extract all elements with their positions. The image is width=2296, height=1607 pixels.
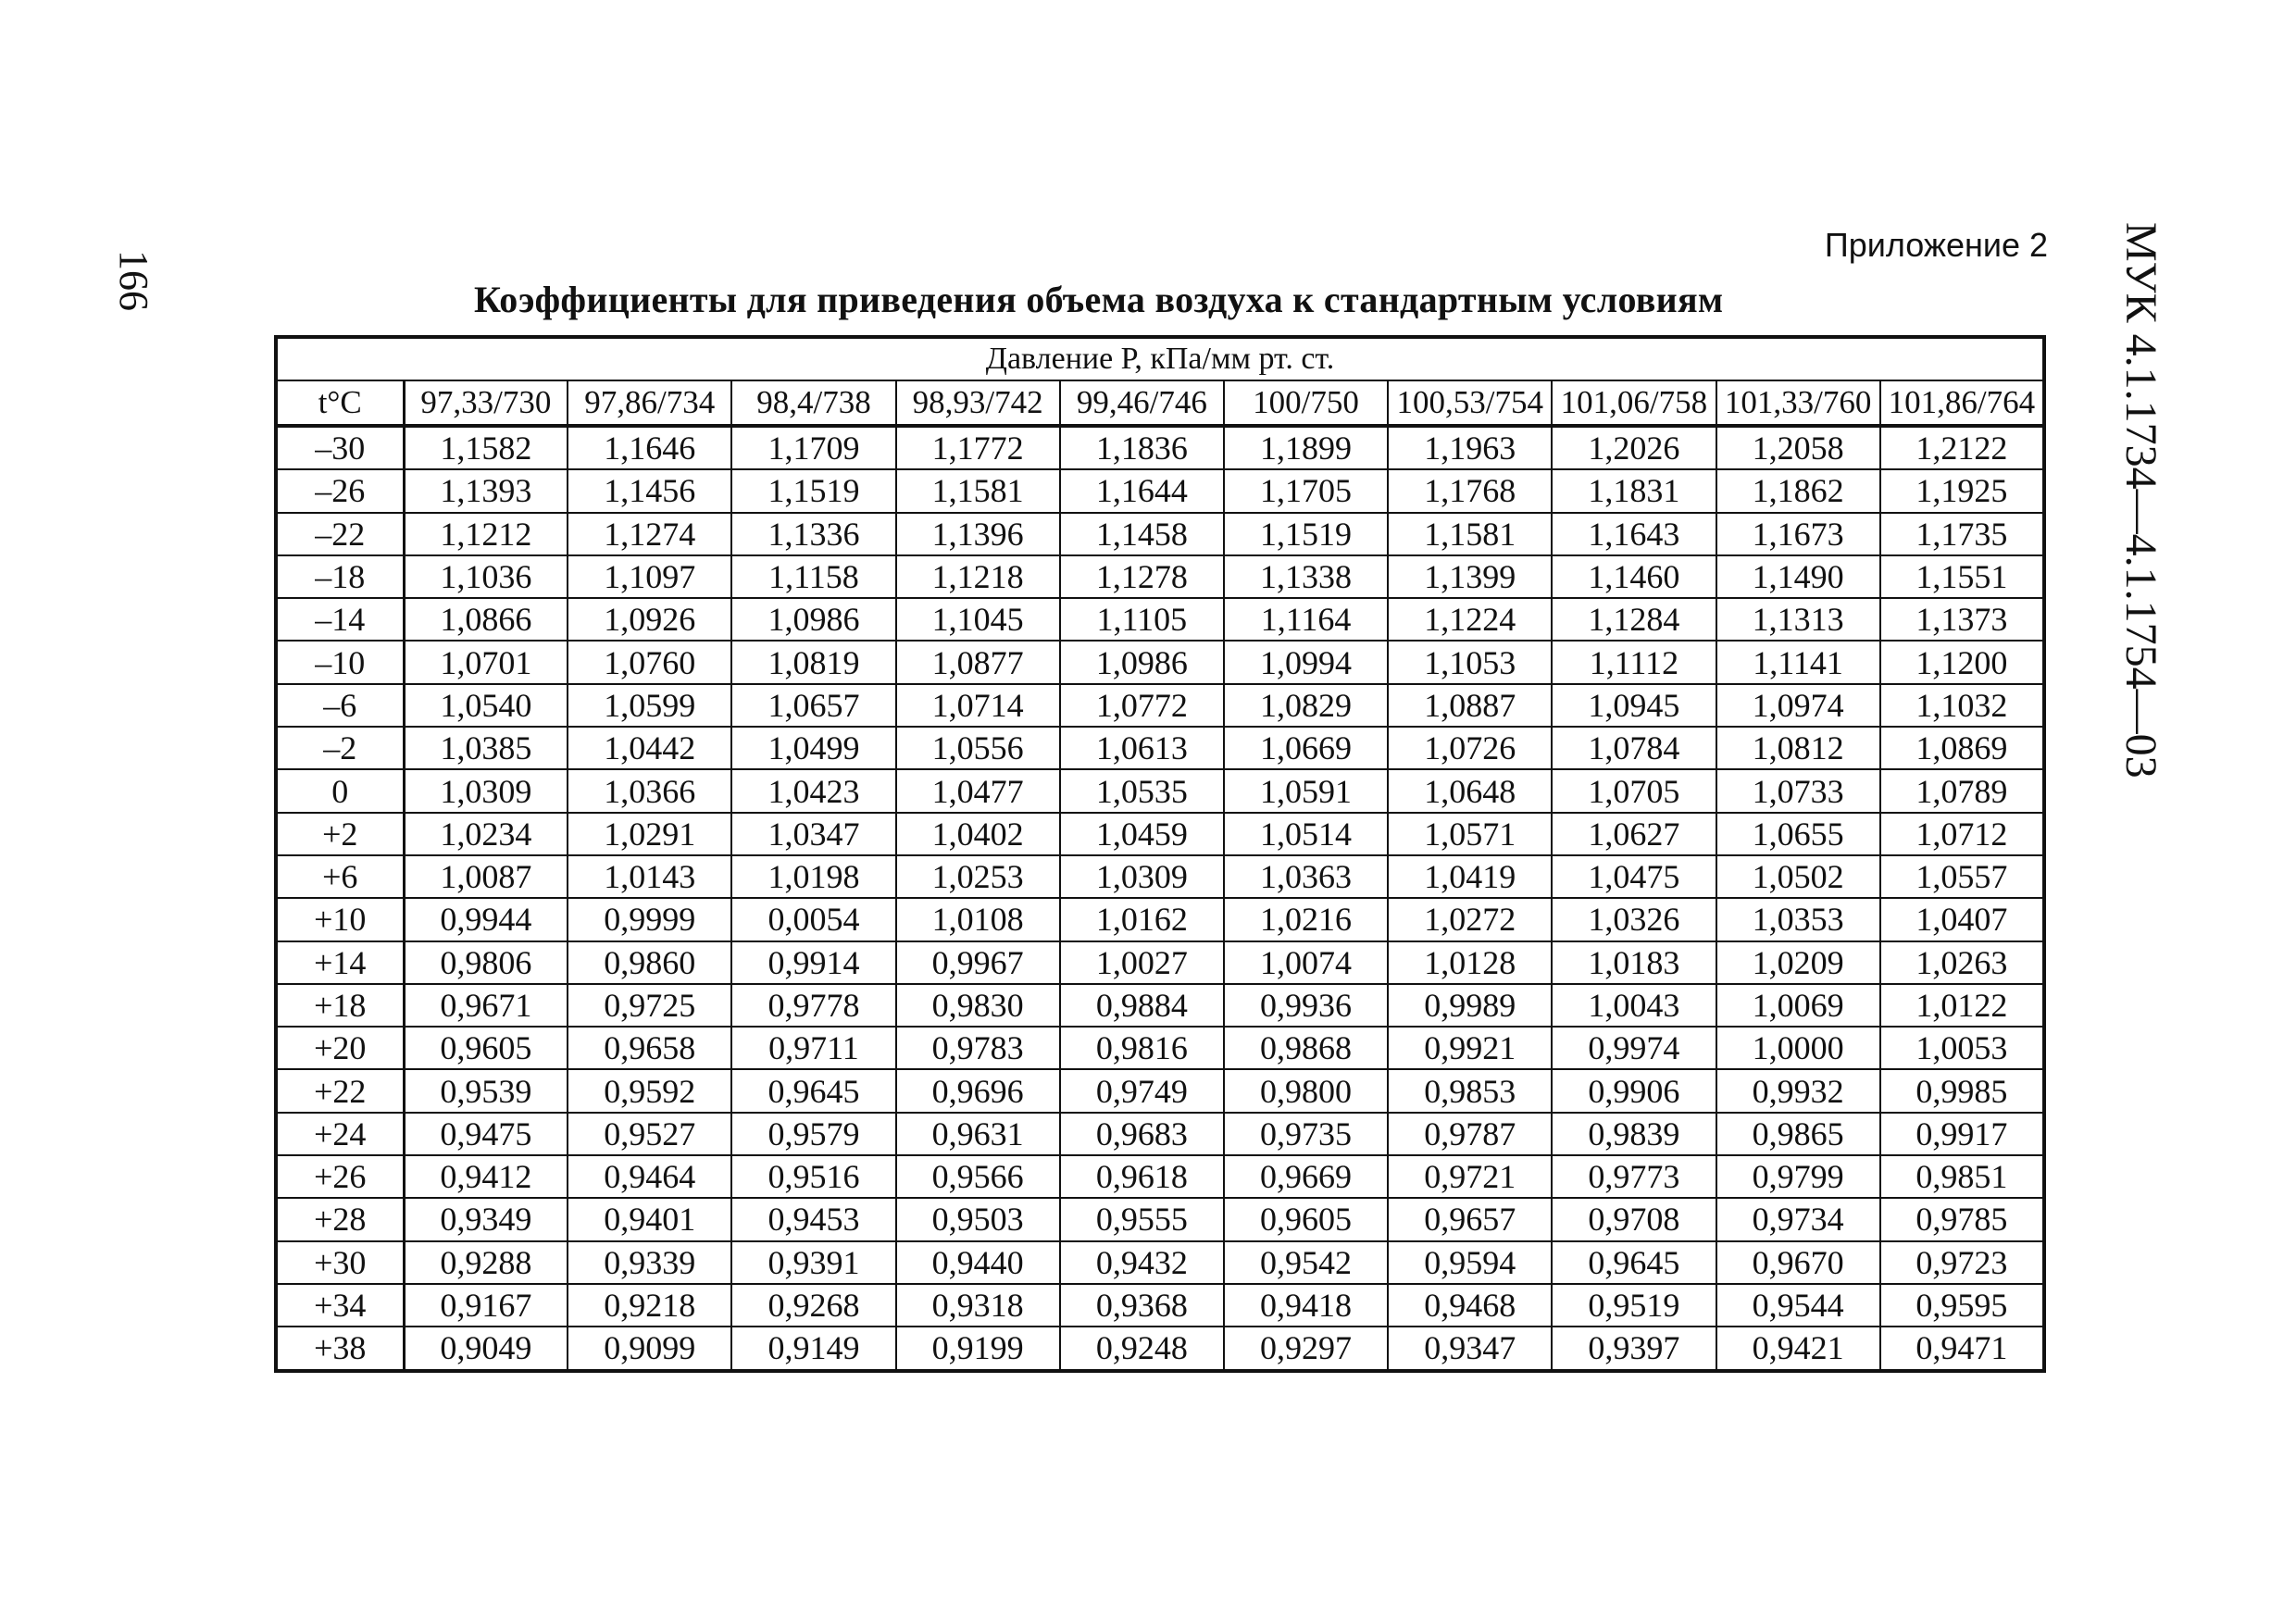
coefficient-cell: 0,9421 — [1716, 1327, 1880, 1370]
coefficient-cell: 1,1709 — [731, 426, 895, 469]
table-row — [276, 1284, 2044, 1327]
temperature-cell: +2 — [276, 813, 404, 855]
coefficient-cell: 1,0442 — [568, 727, 731, 769]
coefficient-cell: 0,9542 — [1224, 1241, 1388, 1284]
temperature-cell: +22 — [276, 1069, 404, 1112]
coefficient-cell: 1,1458 — [1060, 513, 1224, 555]
coefficient-cell: 1,0128 — [1388, 941, 1552, 984]
coefficient-cell: 0,9218 — [568, 1284, 731, 1327]
coefficient-cell: 0,9696 — [896, 1069, 1060, 1112]
coefficient-cell: 1,0475 — [1552, 855, 1716, 898]
coefficient-cell: 0,9566 — [896, 1155, 1060, 1198]
coefficient-cell: 1,1646 — [568, 426, 731, 469]
coefficient-cell: 0,9519 — [1552, 1284, 1716, 1327]
pressure-caption-row — [276, 337, 2044, 380]
coefficient-cell: 1,0866 — [404, 598, 568, 641]
coefficient-cell: 0,9645 — [731, 1069, 895, 1112]
coefficient-cell: 1,1373 — [1880, 598, 2044, 641]
coefficient-cell: 0,9734 — [1716, 1198, 1880, 1240]
temperature-cell: +34 — [276, 1284, 404, 1327]
coefficient-cell: 1,1582 — [404, 426, 568, 469]
table-row — [276, 984, 2044, 1027]
coefficient-cell: 1,1925 — [1880, 469, 2044, 512]
temperature-cell: +18 — [276, 984, 404, 1027]
coefficient-cell: 0,9906 — [1552, 1069, 1716, 1112]
coefficient-cell: 1,0502 — [1716, 855, 1880, 898]
coefficient-cell: 0,9999 — [568, 898, 731, 941]
table-row — [276, 641, 2044, 683]
coefficient-cell: 1,0627 — [1552, 813, 1716, 855]
coefficient-cell: 1,2122 — [1880, 426, 2044, 469]
coefficient-cell: 0,9658 — [568, 1027, 731, 1069]
coefficient-cell: 0,9618 — [1060, 1155, 1224, 1198]
coefficient-cell: 1,0789 — [1880, 769, 2044, 812]
coefficient-cell: 1,1045 — [896, 598, 1060, 641]
coefficient-cell: 0,9339 — [568, 1241, 731, 1284]
coefficient-cell: 1,1519 — [1224, 513, 1388, 555]
coefficient-cell: 1,0994 — [1224, 641, 1388, 683]
temperature-cell: –26 — [276, 469, 404, 512]
coefficient-cell: 1,1141 — [1716, 641, 1880, 683]
coefficient-cell: 0,9657 — [1388, 1198, 1552, 1240]
temperature-cell: –14 — [276, 598, 404, 641]
coefficient-cell: 1,1313 — [1716, 598, 1880, 641]
temperature-cell: –10 — [276, 641, 404, 683]
coefficient-cell: 0,9860 — [568, 941, 731, 984]
coefficient-cell: 1,1336 — [731, 513, 895, 555]
coefficient-cell: 1,0477 — [896, 769, 1060, 812]
coefficient-cell: 0,9468 — [1388, 1284, 1552, 1327]
pressure-column-header: 101,86/764 — [1880, 380, 2044, 426]
temperature-cell: 0 — [276, 769, 404, 812]
coefficient-cell: 0,9412 — [404, 1155, 568, 1198]
coefficient-cell: 1,0053 — [1880, 1027, 2044, 1069]
coefficient-cell: 0,9401 — [568, 1198, 731, 1240]
coefficient-cell: 0,9671 — [404, 984, 568, 1027]
temperature-cell: +26 — [276, 1155, 404, 1198]
coefficient-cell: 0,9167 — [404, 1284, 568, 1327]
coefficient-cell: 1,0366 — [568, 769, 731, 812]
coefficient-cell: 1,1963 — [1388, 426, 1552, 469]
coefficient-cell: 1,0198 — [731, 855, 895, 898]
coefficient-cell: 0,9503 — [896, 1198, 1060, 1240]
coefficient-cell: 1,0669 — [1224, 727, 1388, 769]
coefficient-cell: 0,9967 — [896, 941, 1060, 984]
coefficient-cell: 1,0234 — [404, 813, 568, 855]
coefficient-cell: 1,1836 — [1060, 426, 1224, 469]
coefficient-cell: 1,1097 — [568, 555, 731, 598]
coefficient-cell: 1,0986 — [1060, 641, 1224, 683]
coefficient-cell: 0,9199 — [896, 1327, 1060, 1370]
coefficient-cell: 1,0926 — [568, 598, 731, 641]
coefficient-cell: 1,0459 — [1060, 813, 1224, 855]
coefficient-cell: 1,0655 — [1716, 813, 1880, 855]
coefficient-cell: 1,0419 — [1388, 855, 1552, 898]
coefficient-cell: 0,9453 — [731, 1198, 895, 1240]
coefficient-cell: 0,9539 — [404, 1069, 568, 1112]
coefficient-cell: 0,9806 — [404, 941, 568, 984]
coefficient-cell: 1,1112 — [1552, 641, 1716, 683]
pressure-column-header: 99,46/746 — [1060, 380, 1224, 426]
coefficient-cell: 0,9914 — [731, 941, 895, 984]
coefficient-cell: 0,9917 — [1880, 1113, 2044, 1155]
coefficient-cell: 0,9884 — [1060, 984, 1224, 1027]
coefficient-cell: 1,1705 — [1224, 469, 1388, 512]
coefficient-cell: 0,9865 — [1716, 1113, 1880, 1155]
coefficient-cell: 1,0122 — [1880, 984, 2044, 1027]
coefficient-cell: 0,9248 — [1060, 1327, 1224, 1370]
coefficient-cell: 1,0407 — [1880, 898, 2044, 941]
table-row — [276, 1069, 2044, 1112]
coefficient-cell: 1,1284 — [1552, 598, 1716, 641]
coefficient-cell: 1,0784 — [1552, 727, 1716, 769]
coefficient-cell: 0,9974 — [1552, 1027, 1716, 1069]
coefficient-cell: 1,0183 — [1552, 941, 1716, 984]
coefficient-cell: 1,0253 — [896, 855, 1060, 898]
coefficient-cell: 0,9711 — [731, 1027, 895, 1069]
temperature-header: t°C — [276, 380, 404, 426]
coefficient-cell: 0,9721 — [1388, 1155, 1552, 1198]
temperature-cell: –6 — [276, 684, 404, 727]
table-row — [276, 1198, 2044, 1240]
coefficient-cell: 0,9391 — [731, 1241, 895, 1284]
coefficient-cell: 0,9318 — [896, 1284, 1060, 1327]
coefficient-cell: 1,1768 — [1388, 469, 1552, 512]
coefficient-cell: 1,1643 — [1552, 513, 1716, 555]
coefficient-cell: 1,0726 — [1388, 727, 1552, 769]
table-row — [276, 855, 2044, 898]
temperature-cell: +30 — [276, 1241, 404, 1284]
coefficient-cell: 0,9579 — [731, 1113, 895, 1155]
table-row — [276, 1241, 2044, 1284]
coefficient-cell: 1,0974 — [1716, 684, 1880, 727]
table-row — [276, 1155, 2044, 1198]
coefficient-cell: 0,9149 — [731, 1327, 895, 1370]
coefficient-cell: 1,1772 — [896, 426, 1060, 469]
coefficient-cell: 1,0326 — [1552, 898, 1716, 941]
table-title: Коэффициенты для приведения объема воздуха к стандартным условиям — [474, 279, 1724, 320]
coefficient-cell: 1,0714 — [896, 684, 1060, 727]
table-row — [276, 727, 2044, 769]
coefficient-cell: 1,1456 — [568, 469, 731, 512]
coefficient-cell: 1,0599 — [568, 684, 731, 727]
pressure-column-header: 98,4/738 — [731, 380, 895, 426]
coefficient-cell: 0,9839 — [1552, 1113, 1716, 1155]
coefficient-cell: 1,1164 — [1224, 598, 1388, 641]
coefficient-cell: 1,1218 — [896, 555, 1060, 598]
pressure-column-header: 97,86/734 — [568, 380, 731, 426]
coefficient-cell: 1,0657 — [731, 684, 895, 727]
coefficient-cell: 0,9669 — [1224, 1155, 1388, 1198]
coefficient-cell: 1,1399 — [1388, 555, 1552, 598]
coefficient-cell: 0,9631 — [896, 1113, 1060, 1155]
table-row — [276, 598, 2044, 641]
coefficient-cell: 0,9670 — [1716, 1241, 1880, 1284]
table-row — [276, 941, 2044, 984]
table-row — [276, 469, 2044, 512]
table-row — [276, 513, 2044, 555]
coefficient-cell: 0,9868 — [1224, 1027, 1388, 1069]
coefficient-cell: 1,1673 — [1716, 513, 1880, 555]
coefficient-cell: 1,1212 — [404, 513, 568, 555]
coefficient-cell: 1,0869 — [1880, 727, 2044, 769]
temperature-cell: +24 — [276, 1113, 404, 1155]
coefficient-cell: 0,9544 — [1716, 1284, 1880, 1327]
coefficient-cell: 1,0705 — [1552, 769, 1716, 812]
coefficient-cell: 1,1551 — [1880, 555, 2044, 598]
coefficient-cell: 1,0613 — [1060, 727, 1224, 769]
coefficient-cell: 1,1581 — [1388, 513, 1552, 555]
coefficient-cell: 1,0514 — [1224, 813, 1388, 855]
coefficient-cell: 0,0054 — [731, 898, 895, 941]
coefficient-cell: 1,0108 — [896, 898, 1060, 941]
document-code: МУК 4.1.1734—4.1.1754—03 — [2116, 222, 2165, 779]
coefficient-cell: 0,9773 — [1552, 1155, 1716, 1198]
coefficient-cell: 1,0087 — [404, 855, 568, 898]
coefficient-cell: 1,1224 — [1388, 598, 1552, 641]
coefficient-cell: 1,2058 — [1716, 426, 1880, 469]
coefficient-cell: 0,9475 — [404, 1113, 568, 1155]
coefficient-cell: 0,9527 — [568, 1113, 731, 1155]
coefficient-cell: 1,0945 — [1552, 684, 1716, 727]
temperature-cell: –2 — [276, 727, 404, 769]
coefficient-cell: 1,0557 — [1880, 855, 2044, 898]
coefficient-cell: 1,0162 — [1060, 898, 1224, 941]
table-row — [276, 1327, 2044, 1370]
coefficient-cell: 1,0209 — [1716, 941, 1880, 984]
temperature-cell: –30 — [276, 426, 404, 469]
coefficient-cell: 1,0986 — [731, 598, 895, 641]
coefficient-cell: 1,0402 — [896, 813, 1060, 855]
pressure-column-header: 97,33/730 — [404, 380, 568, 426]
coefficient-cell: 1,0074 — [1224, 941, 1388, 984]
coefficient-cell: 0,9368 — [1060, 1284, 1224, 1327]
coefficient-cell: 0,9418 — [1224, 1284, 1388, 1327]
coefficient-cell: 1,1899 — [1224, 426, 1388, 469]
temperature-cell: –18 — [276, 555, 404, 598]
coefficient-cell: 0,9708 — [1552, 1198, 1716, 1240]
temperature-cell: +28 — [276, 1198, 404, 1240]
coefficient-cell: 1,0819 — [731, 641, 895, 683]
coefficient-cell: 1,0571 — [1388, 813, 1552, 855]
coefficient-cell: 1,0540 — [404, 684, 568, 727]
coefficient-cell: 1,0363 — [1224, 855, 1388, 898]
coefficient-cell: 0,9592 — [568, 1069, 731, 1112]
pressure-column-header: 100/750 — [1224, 380, 1388, 426]
coefficient-cell: 1,0353 — [1716, 898, 1880, 941]
coefficient-cell: 0,9921 — [1388, 1027, 1552, 1069]
coefficient-cell: 1,1393 — [404, 469, 568, 512]
coefficient-cell: 1,0772 — [1060, 684, 1224, 727]
table-row — [276, 769, 2044, 812]
coefficient-cell: 1,0877 — [896, 641, 1060, 683]
coefficient-cell: 0,9605 — [1224, 1198, 1388, 1240]
coefficient-cell: 0,9944 — [404, 898, 568, 941]
pressure-caption: Давление Р, кПа/мм рт. ст. — [276, 337, 2044, 380]
coefficient-cell: 0,9440 — [896, 1241, 1060, 1284]
coefficient-cell: 0,9471 — [1880, 1327, 2044, 1370]
coefficient-cell: 0,9787 — [1388, 1113, 1552, 1155]
coefficient-cell: 0,9783 — [896, 1027, 1060, 1069]
coefficient-cell: 1,0591 — [1224, 769, 1388, 812]
pressure-column-header: 100,53/754 — [1388, 380, 1552, 426]
coefficient-cell: 0,9932 — [1716, 1069, 1880, 1112]
coefficient-cell: 1,0347 — [731, 813, 895, 855]
coefficient-cell: 1,1032 — [1880, 684, 2044, 727]
coefficient-cell: 0,9989 — [1388, 984, 1552, 1027]
coefficient-cell: 0,9683 — [1060, 1113, 1224, 1155]
coefficient-cell: 1,0829 — [1224, 684, 1388, 727]
coefficient-cell: 0,9799 — [1716, 1155, 1880, 1198]
coefficient-cell: 1,0701 — [404, 641, 568, 683]
coefficient-cell: 0,9778 — [731, 984, 895, 1027]
coefficient-cell: 0,9349 — [404, 1198, 568, 1240]
temperature-cell: +38 — [276, 1327, 404, 1370]
coefficient-cell: 1,1831 — [1552, 469, 1716, 512]
coefficient-cell: 1,0812 — [1716, 727, 1880, 769]
coefficient-cell: 1,0043 — [1552, 984, 1716, 1027]
table-row — [276, 555, 2044, 598]
coefficient-cell: 0,9800 — [1224, 1069, 1388, 1112]
coefficient-cell: 0,9785 — [1880, 1198, 2044, 1240]
coefficient-cell: 1,2026 — [1552, 426, 1716, 469]
coefficient-cell: 1,1278 — [1060, 555, 1224, 598]
coefficient-cell: 1,1644 — [1060, 469, 1224, 512]
coefficient-cell: 1,0499 — [731, 727, 895, 769]
coefficient-cell: 1,0291 — [568, 813, 731, 855]
coefficient-cell: 0,9936 — [1224, 984, 1388, 1027]
coefficient-cell: 1,0309 — [404, 769, 568, 812]
coefficient-cell: 0,9725 — [568, 984, 731, 1027]
coefficient-cell: 1,0887 — [1388, 684, 1552, 727]
temperature-cell: +10 — [276, 898, 404, 941]
temperature-cell: –22 — [276, 513, 404, 555]
page-number: 166 — [111, 250, 156, 311]
coefficient-cell: 0,9985 — [1880, 1069, 2044, 1112]
coefficient-cell: 1,0000 — [1716, 1027, 1880, 1069]
coefficient-cell: 0,9749 — [1060, 1069, 1224, 1112]
coefficient-cell: 0,9735 — [1224, 1113, 1388, 1155]
temperature-cell: +14 — [276, 941, 404, 984]
coefficient-cell: 0,9555 — [1060, 1198, 1224, 1240]
pressure-column-header: 101,33/760 — [1716, 380, 1880, 426]
table-row — [276, 898, 2044, 941]
coefficient-cell: 1,1460 — [1552, 555, 1716, 598]
coefficient-cell: 0,9851 — [1880, 1155, 2044, 1198]
table-row — [276, 1027, 2044, 1069]
coefficient-cell: 1,1053 — [1388, 641, 1552, 683]
coefficient-cell: 0,9605 — [404, 1027, 568, 1069]
coefficient-cell: 1,1158 — [731, 555, 895, 598]
coefficient-cell: 1,1396 — [896, 513, 1060, 555]
coefficient-cell: 1,1200 — [1880, 641, 2044, 683]
coefficient-cell: 0,9853 — [1388, 1069, 1552, 1112]
table-body — [276, 426, 2044, 1371]
coefficient-cell: 1,1036 — [404, 555, 568, 598]
coefficient-cell: 1,0733 — [1716, 769, 1880, 812]
coefficient-cell: 0,9516 — [731, 1155, 895, 1198]
temperature-cell: +6 — [276, 855, 404, 898]
coefficient-cell: 0,9816 — [1060, 1027, 1224, 1069]
coefficient-cell: 0,9288 — [404, 1241, 568, 1284]
coefficient-cell: 0,9595 — [1880, 1284, 2044, 1327]
coefficient-cell: 0,9397 — [1552, 1327, 1716, 1370]
coefficient-cell: 0,9347 — [1388, 1327, 1552, 1370]
coefficient-cell: 1,0423 — [731, 769, 895, 812]
pressure-column-header: 98,93/742 — [896, 380, 1060, 426]
coefficient-cell: 0,9723 — [1880, 1241, 2044, 1284]
coefficient-cell: 1,0535 — [1060, 769, 1224, 812]
coefficient-cell: 1,0648 — [1388, 769, 1552, 812]
coefficient-cell: 1,1105 — [1060, 598, 1224, 641]
coefficient-cell: 0,9594 — [1388, 1241, 1552, 1284]
coefficient-cell: 1,1581 — [896, 469, 1060, 512]
coefficient-cell: 0,9297 — [1224, 1327, 1388, 1370]
coefficient-cell: 1,0556 — [896, 727, 1060, 769]
coefficient-cell: 1,1490 — [1716, 555, 1880, 598]
coefficient-cell: 0,9464 — [568, 1155, 731, 1198]
coefficient-cell: 1,0143 — [568, 855, 731, 898]
coefficient-cell: 1,0385 — [404, 727, 568, 769]
coefficient-cell: 0,9049 — [404, 1327, 568, 1370]
table-row — [276, 1113, 2044, 1155]
coefficient-cell: 1,0027 — [1060, 941, 1224, 984]
coefficient-cell: 1,1735 — [1880, 513, 2044, 555]
coefficient-cell: 1,0309 — [1060, 855, 1224, 898]
coefficient-cell: 1,0760 — [568, 641, 731, 683]
coefficient-cell: 1,0069 — [1716, 984, 1880, 1027]
coefficient-cell: 1,1338 — [1224, 555, 1388, 598]
coefficient-cell: 1,0712 — [1880, 813, 2044, 855]
appendix-label: Приложение 2 — [1824, 226, 2048, 264]
coefficient-table — [274, 335, 2046, 1373]
table-row — [276, 813, 2044, 855]
coefficient-cell: 1,1274 — [568, 513, 731, 555]
table-row — [276, 426, 2044, 469]
coefficient-cell: 0,9099 — [568, 1327, 731, 1370]
coefficient-cell: 1,0263 — [1880, 941, 2044, 984]
coefficient-cell: 0,9432 — [1060, 1241, 1224, 1284]
coefficient-cell: 1,0216 — [1224, 898, 1388, 941]
coefficient-cell: 1,1519 — [731, 469, 895, 512]
coefficient-cell: 1,1862 — [1716, 469, 1880, 512]
coefficient-cell: 0,9645 — [1552, 1241, 1716, 1284]
pressure-column-header: 101,06/758 — [1552, 380, 1716, 426]
coefficient-cell: 0,9830 — [896, 984, 1060, 1027]
coefficient-cell: 1,0272 — [1388, 898, 1552, 941]
coefficient-cell: 0,9268 — [731, 1284, 895, 1327]
column-header-row — [276, 380, 2044, 426]
temperature-cell: +20 — [276, 1027, 404, 1069]
table-row — [276, 684, 2044, 727]
